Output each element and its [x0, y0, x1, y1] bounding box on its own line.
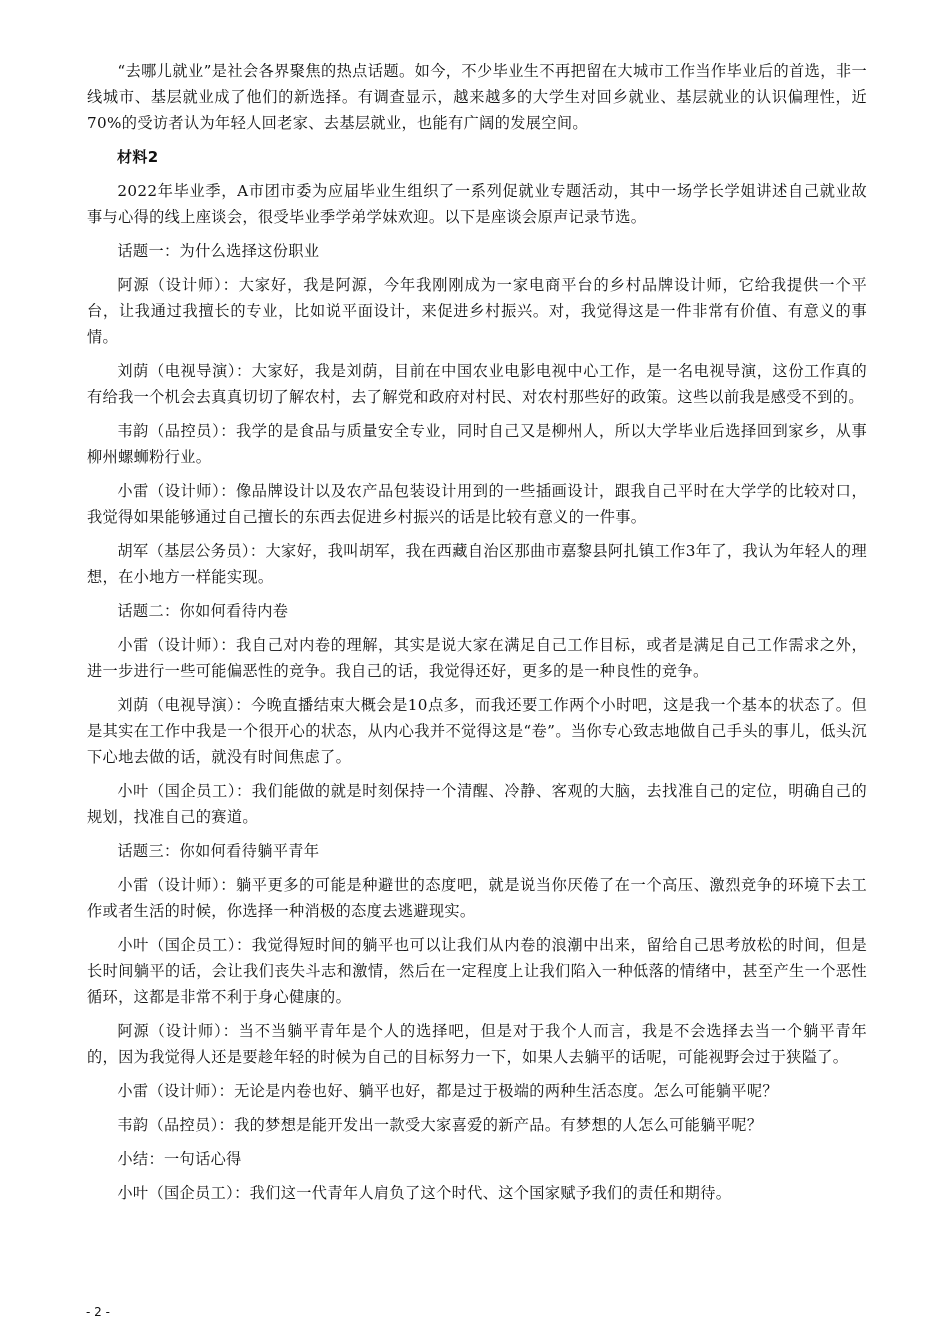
transcript-paragraph: 刘荫（电视导演）：大家好，我是刘荫，目前在中国农业电影电视中心工作，是一名电视导演，这份工作真的有给我一个机会去真真切切了解农村，去了解党和政府对村民、对农村那些好的政策。这些以前我是感受不到的。 [87, 362, 867, 406]
transcript-paragraph: 小叶（国企员工）：我们这一代青年人肩负了这个时代、这个国家赋予我们的责任和期待。 [117, 1184, 732, 1202]
topic-heading: 话题二：你如何看待内卷 [117, 602, 289, 620]
transcript-paragraph: 胡军（基层公务员）：大家好，我叫胡军，我在西藏自治区那曲市嘉黎县阿扎镇工作3年了，我认为年轻人的理想，在小地方一样能实现。 [87, 542, 867, 586]
transcript-paragraph: 小雷（设计师）：躺平更多的可能是种避世的态度吧，就是说当你厌倦了在一个高压、激烈竞争的环境下去工作或者生活的时候，你选择一种消极的态度去逃避现实。 [87, 876, 867, 920]
transcript-paragraph: 小叶（国企员工）：我们能做的就是时刻保持一个清醒、冷静、客观的大脑，去找准自己的定位，明确自己的规划，找准自己的赛道。 [87, 782, 867, 826]
topic-heading: 话题一：为什么选择这份职业 [117, 242, 320, 260]
transcript-paragraph: 小叶（国企员工）：我觉得短时间的躺平也可以让我们从内卷的浪潮中出来，留给自己思考放松的时间，但是长时间躺平的话，会让我们丧失斗志和激情，然后在一定程度上让我们陷入一种低落的情绪中，甚至产生一个恶性循环，这都是非常不利于身心健康的。 [87, 936, 867, 1006]
transcript-paragraph: 小雷（设计师）：无论是内卷也好、躺平也好，都是过于极端的两种生活态度。怎么可能躺平呢？ [117, 1082, 778, 1100]
intro-paragraph: “去哪儿就业”是社会各界聚焦的热点话题。如今，不少毕业生不再把留在大城市工作当作毕业后的首选，非一线城市、基层就业成了他们的新选择。有调查显示，越来越多的大学生对回乡就业、基层就业的认识偏理性，近70%的受访者认为年轻人回老家、去基层就业，也能有广阔的发展空间。 [87, 62, 867, 132]
transcript-paragraph: 阿源（设计师）：大家好，我是阿源，今年我刚刚成为一家电商平台的乡村品牌设计师，它给我提供一个平台，让我通过我擅长的专业，比如说平面设计，来促进乡村振兴。对，我觉得这是一件非常有价值、有意义的事情。 [87, 276, 867, 346]
transcript-paragraph: 阿源（设计师）：当不当躺平青年是个人的选择吧，但是对于我个人而言，我是不会选择去当一个躺平青年的，因为我觉得人还是要趁年轻的时候为自己的目标努力一下，如果人去躺平的话呢，可能视野会过于狭隘了。 [87, 1022, 867, 1066]
transcript-paragraph: 小雷（设计师）：我自己对内卷的理解，其实是说大家在满足自己工作目标，或者是满足自己工作需求之外，进一步进行一些可能偏恶性的竞争。我自己的话，我觉得还好，更多的是一种良性的竞争。 [87, 636, 867, 680]
transcript-paragraph: 韦韵（品控员）：我学的是食品与质量安全专业，同时自己又是柳州人，所以大学毕业后选择回到家乡，从事柳州螺蛳粉行业。 [87, 422, 867, 466]
topic-heading: 小结：一句话心得 [117, 1150, 242, 1168]
material-intro-paragraph: 2022年毕业季，A市团市委为应届毕业生组织了一系列促就业专题活动，其中一场学长学姐讲述自己就业故事与心得的线上座谈会，很受毕业季学弟学妹欢迎。以下是座谈会原声记录节选。 [87, 182, 867, 226]
topic-heading: 话题三：你如何看待躺平青年 [117, 842, 320, 860]
transcript-paragraph: 刘荫（电视导演）：今晚直播结束大概会是10点多，而我还要工作两个小时吧，这是我一个基本的状态了。但是其实在工作中我是一个很开心的状态，从内心我并不觉得这是“卷”。当你专心致志地做自己手头的事儿，低头沉下心地去做的话，就没有时间焦虑了。 [87, 696, 867, 766]
material-title: 材料2 [117, 148, 159, 166]
transcript-paragraph: 韦韵（品控员）：我的梦想是能开发出一款受大家喜爱的新产品。有梦想的人怎么可能躺平呢？ [117, 1116, 763, 1134]
transcript-paragraph: 小雷（设计师）：像品牌设计以及农产品包装设计用到的一些插画设计，跟我自己平时在大学学的比较对口，我觉得如果能够通过自己擅长的东西去促进乡村振兴的话是比较有意义的一件事。 [87, 482, 867, 526]
document-body [87, 58, 867, 1214]
page-number: - 2 - [86, 1305, 110, 1319]
